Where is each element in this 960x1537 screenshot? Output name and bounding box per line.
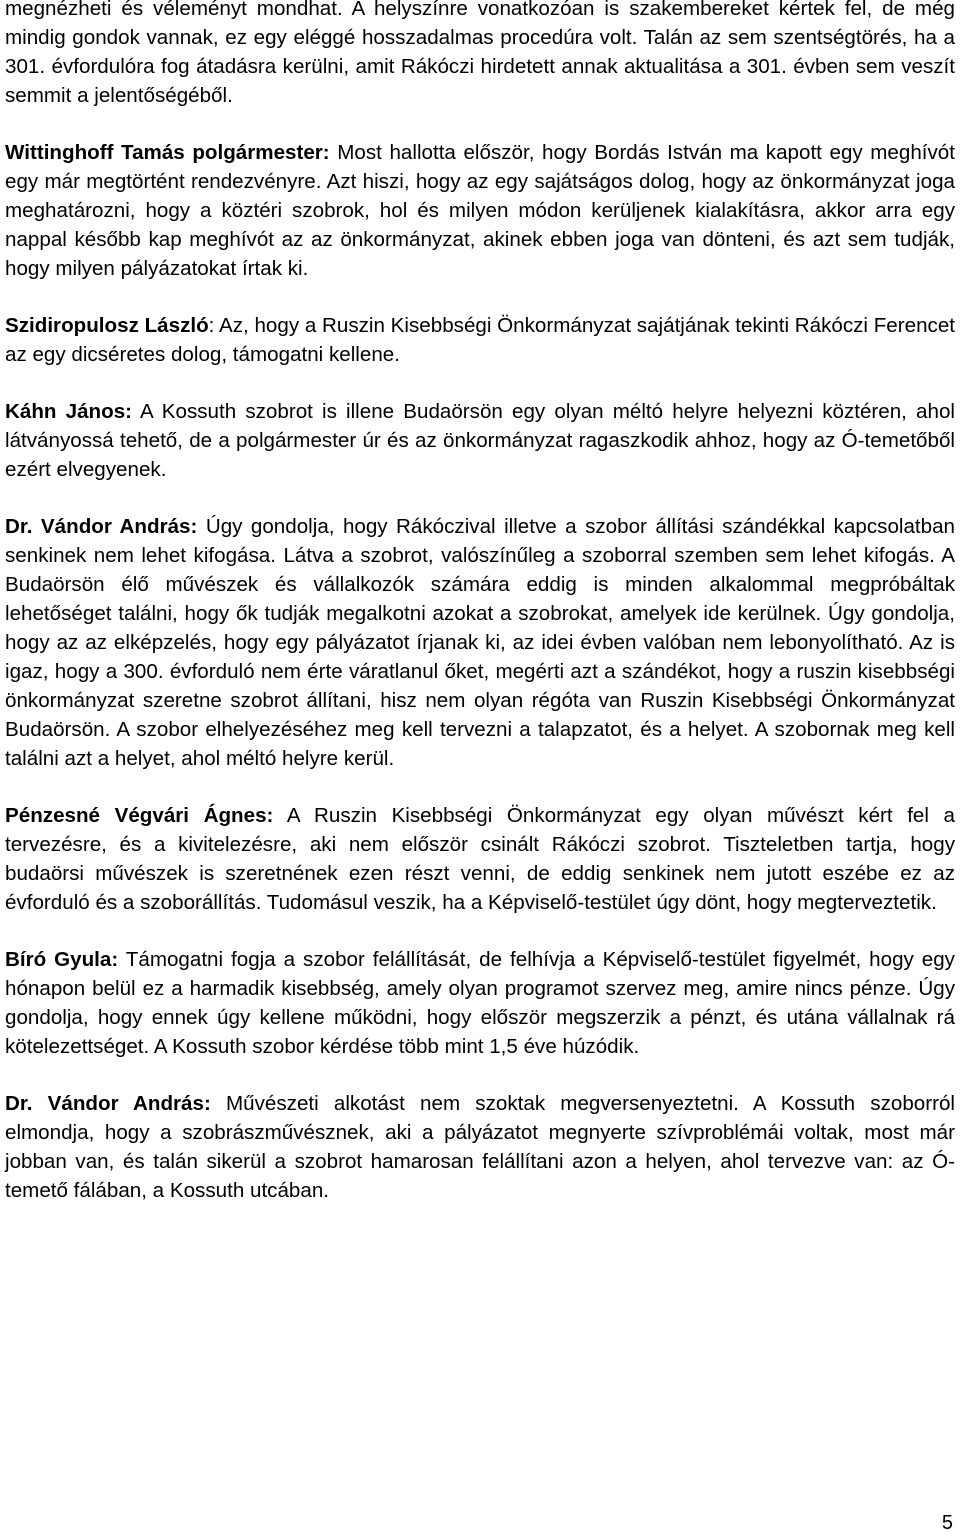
- paragraph-text: Most hallotta először, hogy Bordás István ma kapott egy meghívót egy már megtörtént rendezvényre. Azt hiszi, hogy az egy sajátságos dolog, hogy az önkormányzat joga meghatározni, hogy a köztéri szobrok, hol és milyen módon kerüljenek kialakításra, akkor arra egy nappal később kap meghívót az az önkormányzat, akinek ebben joga van dönteni, és azt sem tudják, hogy milyen pályázatokat írtak ki.: [5, 141, 955, 280]
- paragraph-biro: [5, 945, 955, 1061]
- paragraph-penzesne: [5, 801, 955, 917]
- paragraph-vandor-2: [5, 1089, 955, 1205]
- paragraph-text: A Kossuth szobrot is illene Budaörsön egy olyan méltó helyre helyezni köztéren, ahol látványossá tehető, de a polgármester úr és az önkormányzat ragaszkodik ahhoz, hogy az Ó-temetőből ezért elvegyenek.: [5, 400, 955, 481]
- paragraph-text: Támogatni fogja a szobor felállítását, de felhívja a Képviselő-testület figyelmét, hogy egy hónapon belül ez a harmadik kisebbség, amely olyan programot szervez meg, amire nincs pénze. Úgy gondolja, hogy ennek úgy kellene működni, hogy először megszerzik a pénzt, és utána vállalnak rá kötelezettséget. A Kossuth szobor kérdése több mint 1,5 éve húzódik.: [5, 948, 955, 1058]
- speaker-name: Pénzesné Végvári Ágnes:: [5, 804, 274, 827]
- paragraph-kahn: [5, 397, 955, 484]
- paragraph-wittinghoff: [5, 138, 955, 283]
- page-number: 5: [941, 1512, 953, 1534]
- paragraph-vandor-1: [5, 512, 955, 773]
- paragraph-continuation: [5, 0, 955, 110]
- paragraph-text: Művészeti alkotást nem szoktak megversenyeztetni. A Kossuth szoborról elmondja, hogy a szobrászművésznek, aki a pályázatot megnyerte szívproblémái voltak, most már jobban van, és talán sikerül a szobrot hamarosan felállítani azon a helyen, ahol tervezve van: az Ó- temető fálában, a Kossuth utcában.: [5, 1092, 955, 1202]
- speaker-name: Szidiropulosz László: [5, 314, 209, 337]
- speaker-name: Wittinghoff Tamás polgármester:: [5, 141, 330, 164]
- paragraph-text: Úgy gondolja, hogy Rákóczival illetve a szobor állítási szándékkal kapcsolatban senkinek nem lehet kifogása. Látva a szobrot, valószínűleg a szoborral szemben sem lehet kifogás. A Budaörsön élő művészek és vállalkozók számára eddig is minden alkalommal megpróbáltak lehetőséget találni, hogy ők tudják megalkotni azokat a szobrokat, amelyek ide kerülnek. Úgy gondolja, hogy az az elképzelés, hogy egy pályázatot írjanak ki, az idei évben valóban nem lebonyolítható. Az is igaz, hogy a 300. évforduló nem érte váratlanul őket, megérti azt a szándékot, hogy a ruszin kisebbségi önkormányzat szeretne szobrot állítani, hisz nem olyan régóta van Ruszin Kisebbségi Önkormányzat Budaörsön. A szobor elhelyezéséhez meg kell tervezni a talapzatot, és a helyet. A szobornak meg kell találni azt a helyet, ahol méltó helyre kerül.: [5, 515, 956, 770]
- speaker-name: Káhn János:: [5, 400, 133, 423]
- paragraph-text: A Ruszin Kisebbségi Önkormányzat egy olyan művészt kért fel a tervezésre, és a kivitelezésre, aki nem először csinált Rákóczi szobrot. Tiszteletben tartja, hogy budaörsi művészek is szeretnének ezen részt venni, de eddig senkinek nem jutott eszébe ez az évforduló és a szoborállítás. Tudomásul veszik, ha a Képviselő-testület úgy dönt, hogy megterveztetik.: [5, 804, 955, 914]
- paragraph-text: megnézheti és véleményt mondhat. A helyszínre vonatkozóan is szakembereket kértek fel, de még mindig gondok vannak, ez egy eléggé hosszadalmas procedúra volt. Talán az sem szentségtörés, ha a 301. évfordulóra fog átadásra kerülni, amit Rákóczi hirdetett annak aktualitása a 301. évben sem veszít semmit a jelentőségéből.: [5, 0, 955, 107]
- speaker-name: Dr. Vándor András:: [5, 1092, 211, 1115]
- speaker-name: Dr. Vándor András:: [5, 515, 198, 538]
- document-page: [5, 0, 955, 1233]
- paragraph-text: : Az, hogy a Ruszin Kisebbségi Önkormányzat sajátjának tekinti Rákóczi Ferencet az egy dicséretes dolog, támogatni kellene.: [5, 314, 955, 366]
- speaker-name: Bíró Gyula:: [5, 948, 119, 971]
- paragraph-szidiropulosz: [5, 311, 955, 369]
